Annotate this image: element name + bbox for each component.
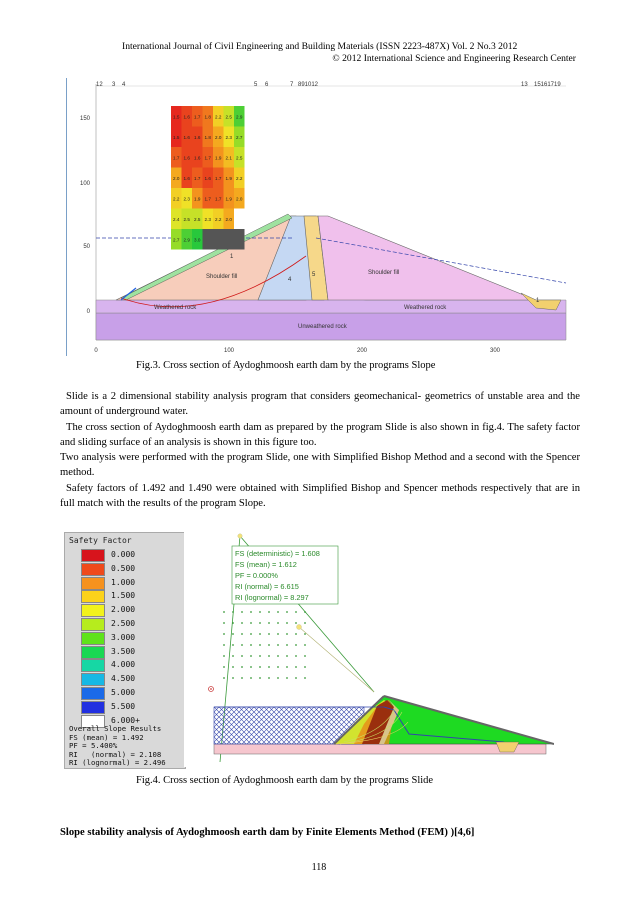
- fs-grid-value: 1.6: [183, 114, 190, 120]
- fs-grid-value: 2.2: [215, 216, 222, 222]
- y-tick-50: 50: [83, 244, 90, 250]
- fs-grid-value: 2.4: [173, 216, 180, 222]
- top-label-13: 13: [521, 82, 528, 88]
- zone-shoulder-right: Shoulder fill: [368, 270, 400, 276]
- search-grid-dot: [250, 666, 252, 668]
- search-grid-dot: [268, 611, 270, 613]
- search-grid-dot: [259, 677, 261, 679]
- legend-swatch: [81, 549, 105, 562]
- search-grid-dot: [277, 644, 279, 646]
- search-grid-dot: [268, 622, 270, 624]
- fs-grid-cell: [234, 229, 245, 250]
- zone-marker-1: 1: [230, 254, 234, 260]
- fs-grid-value: 2.0: [236, 196, 243, 202]
- fs-grid-value: 1.6: [183, 134, 190, 140]
- journal-header-line2: © 2012 International Science and Engineering Research Center: [332, 53, 576, 64]
- stat-pf: PF = 0.000%: [235, 571, 278, 580]
- stat-fs-mean: FS (mean) = 1.612: [235, 560, 297, 569]
- search-grid-dot: [223, 622, 225, 624]
- x-tick-300: 300: [489, 348, 501, 354]
- paragraph-1: Slide is a 2 dimensional stability analysis program that considers geomechanical- geometrics of unstable area and the amount of underground water.: [60, 391, 580, 418]
- legend-swatch: [81, 590, 105, 603]
- search-grid-dot: [295, 655, 297, 657]
- search-grid-dot: [232, 666, 234, 668]
- fs-grid-value: 1.7: [215, 196, 222, 202]
- search-grid-dot: [223, 666, 225, 668]
- x-tick-100: 100: [223, 348, 235, 354]
- fs-grid-value: 1.6: [204, 175, 211, 181]
- search-grid-dot: [232, 611, 234, 613]
- fs-grid-value: 2.9: [236, 114, 243, 120]
- top-label-7: 7: [290, 82, 294, 88]
- search-grid-dot: [250, 677, 252, 679]
- search-grid-dot: [304, 655, 306, 657]
- search-grid-dot: [295, 622, 297, 624]
- fs-grid-value: 1.5: [173, 114, 180, 120]
- search-grid-dot: [223, 644, 225, 646]
- fs-grid-value: 2.1: [225, 155, 232, 161]
- fs-grid-value: 1.6: [183, 175, 190, 181]
- zone-weathered-left: Weathered rock: [154, 305, 197, 311]
- zone-marker-1b: 1: [536, 298, 540, 304]
- stat-fs-deterministic: FS (deterministic) = 1.608: [235, 549, 320, 558]
- body-text: [60, 389, 580, 511]
- fs-grid-value: 2.3: [225, 134, 232, 140]
- fig3-cross-section: [66, 78, 572, 358]
- y-tick-150: 150: [79, 116, 90, 122]
- fs-grid-value: 1.7: [204, 196, 211, 202]
- search-grid-dot: [232, 655, 234, 657]
- fs-grid-cell: [213, 229, 224, 250]
- search-grid-dot: [277, 611, 279, 613]
- stat-ri-lognormal: RI (lognormal) = 8.297: [235, 593, 309, 602]
- legend-label: 1.500: [111, 591, 136, 601]
- y-tick-0: 0: [86, 309, 90, 315]
- legend-swatch: [81, 659, 105, 672]
- fig4-caption: Fig.4. Cross section of Aydoghmoosh earth dam by the programs Slide: [136, 775, 434, 786]
- search-grid-dot: [295, 611, 297, 613]
- search-grid-dot: [241, 644, 243, 646]
- fs-grid-cell: [234, 209, 245, 230]
- search-grid-dot: [304, 622, 306, 624]
- fs-grid-value: 2.2: [215, 114, 222, 120]
- legend-swatch: [81, 673, 105, 686]
- fs-grid-value: 2.9: [183, 237, 190, 243]
- search-grid-dot: [232, 622, 234, 624]
- search-grid-dot: [268, 655, 270, 657]
- fs-grid-value: 1.7: [204, 155, 211, 161]
- paragraph-2: The cross section of Aydoghmoosh earth dam as prepared by the program Slide is also shown in fig.4. The safety factor and sliding surface of an analysis is shown in this figure too.: [60, 421, 580, 448]
- search-grid-dot: [259, 622, 261, 624]
- search-grid-dot: [241, 655, 243, 657]
- top-label-6: 6: [265, 82, 269, 88]
- search-grid-dot: [232, 644, 234, 646]
- zone-unweathered: Unweathered rock: [298, 324, 347, 330]
- search-grid-dot: [277, 633, 279, 635]
- search-grid-dot: [259, 633, 261, 635]
- fs-grid-value: 1.6: [194, 155, 201, 161]
- search-grid-dot: [295, 666, 297, 668]
- search-grid-dot: [223, 611, 225, 613]
- fs-grid-value: 1.7: [173, 155, 180, 161]
- search-grid-dot: [241, 611, 243, 613]
- top-label-12: 12: [96, 82, 103, 88]
- fig4-slide-section: [184, 532, 554, 767]
- paragraph-3: Two analysis were performed with the program Slide, one with Simplified Bishop Method and a second with the Spencer method.: [60, 452, 580, 479]
- overall-slope-result-line: PF = 5.400%: [69, 741, 118, 751]
- search-grid-dot: [286, 633, 288, 635]
- fs-grid-value: 2.0: [173, 175, 180, 181]
- legend-label: 0.000: [111, 550, 136, 559]
- legend-label: 5.500: [111, 701, 136, 711]
- safety-factor-title: Safety Factor: [69, 536, 132, 545]
- legend-label: 3.000: [111, 632, 136, 642]
- fs-grid-value: 1.7: [194, 175, 201, 181]
- search-grid-dot: [223, 655, 225, 657]
- legend-label: 1.000: [111, 577, 136, 587]
- search-grid-dot: [277, 677, 279, 679]
- top-label-891012: 891012: [298, 82, 319, 88]
- fs-grid-value: 2.0: [225, 216, 232, 222]
- top-label-4: 4: [122, 82, 126, 88]
- zone-filter: 5: [312, 272, 316, 278]
- fs-grid-value: 1.7: [194, 114, 201, 120]
- search-grid-dot: [250, 622, 252, 624]
- search-grid-dot: [250, 655, 252, 657]
- fs-grid-value: 1.5: [173, 134, 180, 140]
- legend-swatch: [81, 618, 105, 631]
- fs-grid-value: 1.9: [225, 196, 232, 202]
- zone-shoulder-left: Shoulder fill: [206, 274, 238, 280]
- legend-swatch: [81, 687, 105, 700]
- fs-grid-value: 2.2: [236, 175, 243, 181]
- fs-grid-value: 1.9: [225, 175, 232, 181]
- search-grid-dot: [223, 633, 225, 635]
- search-grid-dot: [304, 644, 306, 646]
- fs-grid-value: 2.7: [173, 237, 180, 243]
- legend-swatch: [81, 632, 105, 645]
- fs-grid: [171, 106, 245, 250]
- search-grid-dot: [277, 666, 279, 668]
- search-grid-dot: [286, 677, 288, 679]
- search-grid-dot: [295, 633, 297, 635]
- legend-swatch: [81, 646, 105, 659]
- legend-swatch: [81, 577, 105, 590]
- search-grid-dot: [241, 677, 243, 679]
- search-grid-dot: [295, 644, 297, 646]
- search-grid-dot: [268, 677, 270, 679]
- fs-grid-value: 2.0: [215, 134, 222, 140]
- fs-grid-value: 2.5: [236, 155, 243, 161]
- legend-swatch: [81, 701, 105, 714]
- top-label-3: 3: [112, 82, 116, 88]
- search-grid-dot: [286, 622, 288, 624]
- legend-label: 3.500: [111, 646, 136, 656]
- search-grid-dot: [304, 666, 306, 668]
- page-number: 118: [311, 862, 327, 873]
- stat-ri-normal: RI (normal) = 6.615: [235, 582, 299, 591]
- fs-grid-value: 1.9: [215, 155, 222, 161]
- fs-grid-value: 2.5: [225, 114, 232, 120]
- y-tick-100: 100: [79, 181, 90, 187]
- fs-grid-value: 2.5: [183, 216, 190, 222]
- search-grid-dot: [268, 666, 270, 668]
- legend-label: 6.000+: [111, 715, 140, 725]
- search-grid-dot: [223, 677, 225, 679]
- search-grid-dot: [304, 633, 306, 635]
- x-tick-0: 0: [94, 348, 98, 354]
- safety-factor-legend-panel: [64, 532, 186, 769]
- fig3-caption: Fig.3. Cross section of Aydoghmoosh earth dam by the programs Slope: [136, 360, 436, 371]
- search-grid-dot: [277, 655, 279, 657]
- search-grid-dot: [232, 677, 234, 679]
- search-grid-dot: [250, 611, 252, 613]
- overall-slope-result-line: FS (mean) = 1.492: [69, 732, 144, 742]
- search-grid-dot: [268, 644, 270, 646]
- legend-swatch: [81, 604, 105, 617]
- fs-grid-value: 2.2: [173, 196, 180, 202]
- fs-grid-cell: [203, 229, 214, 250]
- fs-grid-value: 1.9: [194, 196, 201, 202]
- zone-weathered-right: Weathered rock: [404, 305, 447, 311]
- overall-slope-result-line: Overall Slope Results: [69, 724, 162, 733]
- section-heading: Slope stability analysis of Aydoghmoosh earth dam by Finite Elements Method (FEM) )[4,6]: [60, 827, 475, 838]
- legend-swatch: [81, 563, 105, 576]
- journal-header-line1: International Journal of Civil Engineering and Building Materials (ISSN 2223-487X) Vol. 2 No.3 2012: [122, 41, 518, 52]
- fs-grid-value: 2.3: [183, 196, 190, 202]
- search-grid-dot: [277, 622, 279, 624]
- fs-grid-value: 2.7: [236, 134, 243, 140]
- search-grid-dot: [259, 644, 261, 646]
- search-grid-dot: [241, 666, 243, 668]
- fs-grid-value: 2.5: [194, 216, 201, 222]
- legend-label: 2.000: [111, 605, 136, 615]
- search-grid-dot: [295, 677, 297, 679]
- search-grid-dot: [286, 655, 288, 657]
- search-grid-dot: [286, 666, 288, 668]
- legend-label: 5.000: [111, 688, 136, 697]
- fs-grid-value: 1.6: [194, 134, 201, 140]
- paragraph-4: Safety factors of 1.492 and 1.490 were obtained with Simplified Bishop and Spencer methods respectively that are in full match with the results of the program Slope.: [60, 482, 580, 510]
- search-grid-dot: [232, 633, 234, 635]
- fs-grid-value: 1.8: [204, 134, 211, 140]
- search-grid-dot: [268, 633, 270, 635]
- search-grid-dot: [259, 655, 261, 657]
- search-grid-dot: [286, 644, 288, 646]
- fs-grid-value: 2.3: [204, 216, 211, 222]
- overall-slope-result-line: RI (lognormal) = 2.496: [69, 758, 166, 768]
- fs-grid-cell: [224, 229, 235, 250]
- legend-label: 4.500: [111, 674, 136, 684]
- search-grid-dot: [241, 633, 243, 635]
- search-grid-dot: [286, 611, 288, 613]
- fs-grid-value: 1.6: [183, 155, 190, 161]
- fs-grid-value: 3.0: [194, 237, 201, 243]
- search-grid-dot: [304, 677, 306, 679]
- fs-grid-value: 1.8: [204, 114, 211, 120]
- top-label-15161719: 15161719: [534, 82, 561, 88]
- legend-label: 2.500: [111, 619, 136, 628]
- legend-label: 4.000: [111, 660, 136, 670]
- x-tick-200: 200: [356, 348, 368, 354]
- search-grid-dot: [250, 633, 252, 635]
- search-grid-dot: [259, 611, 261, 613]
- legend-label: 0.500: [111, 563, 136, 573]
- search-grid-dot: [259, 666, 261, 668]
- fs-grid-value: 1.7: [215, 175, 222, 181]
- search-grid-dot: [304, 611, 306, 613]
- zone-core: 4: [288, 277, 292, 283]
- overall-slope-result-line: RI (normal) = 2.108: [69, 749, 162, 759]
- search-grid-dot: [241, 622, 243, 624]
- search-grid-dot: [250, 644, 252, 646]
- top-label-5: 5: [254, 82, 258, 88]
